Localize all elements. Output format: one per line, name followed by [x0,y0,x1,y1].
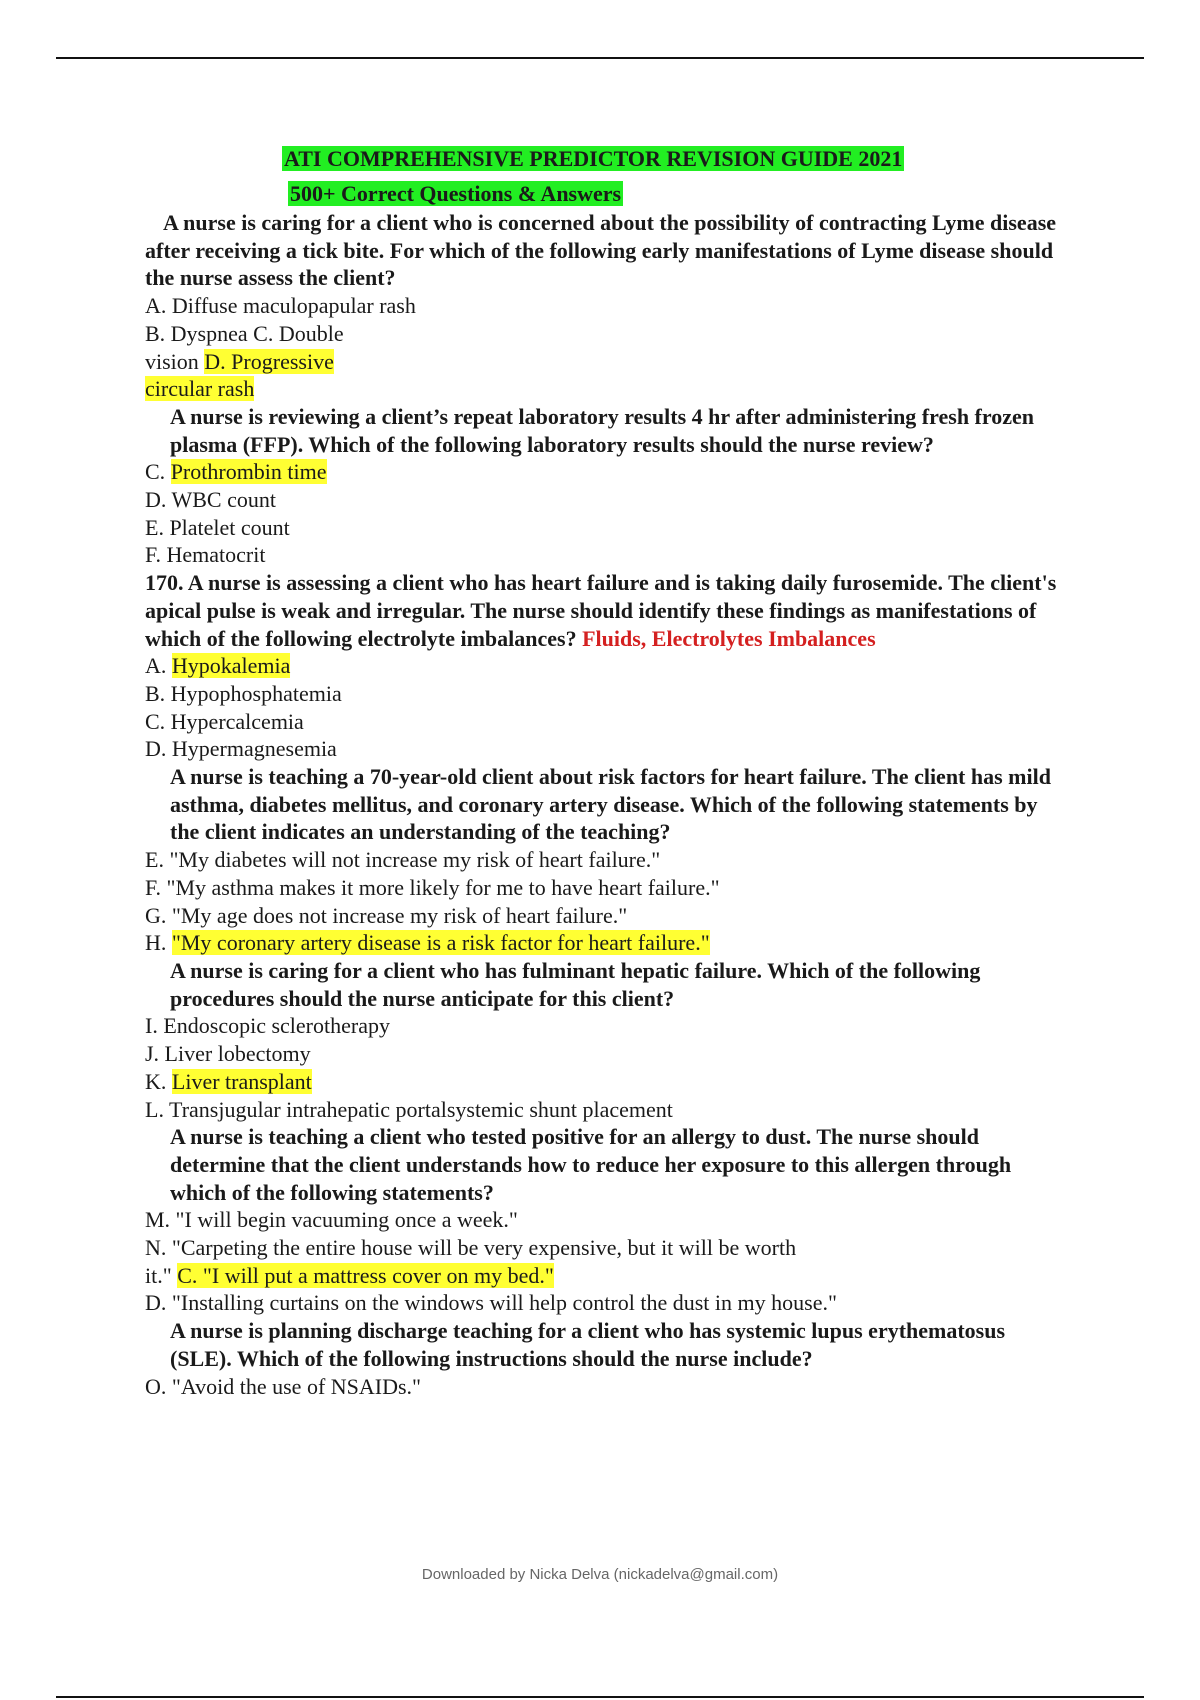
option-n: N. "Carpeting the entire house will be very expensive, but it will be worth [145,1235,797,1261]
option-e: E. Platelet count [145,514,290,540]
question-hepatic-stem: A nurse is caring for a client who has fulminant hepatic failure. Which of the following procedures should the nurse anticipate for this client? [170,957,981,1011]
option-n-tail: it." C. "I will put a mattress cover on my bed." [145,1262,554,1288]
option-k: K. Liver transplant [145,1068,312,1094]
option-c-tail: vision D. Progressive [145,348,334,374]
question-ffp-stem: A nurse is reviewing a client’s repeat laboratory results 4 hr after administering fresh frozen plasma (FFP). Which of the following laboratory results should the nurse review? [170,403,1035,457]
topic-label: Fluids, Electrolytes Imbalances [582,625,876,651]
option-m: M. "I will begin vacuuming once a week." [145,1207,518,1233]
option-h: H. "My coronary artery disease is a risk factor for heart failure." [145,930,710,956]
option-b: B. Dyspnea C. Double [145,320,344,346]
option-l: L. Transjugular intrahepatic portalsystemic shunt placement [145,1096,673,1122]
option-d: D. Hypermagnesemia [145,736,337,762]
option-f: F. "My asthma makes it more likely for me to have heart failure." [145,874,720,900]
question-170-stem: 170. A nurse is assessing a client who has heart failure and is taking daily furosemide. The client's apical pulse is weak and irregular. The nurse should identify these findings as manifestations of which of the following electrolyte imbalances? Fluids, Electrolytes Imbalances [145,570,1057,651]
option-j: J. Liver lobectomy [145,1041,311,1067]
option-o: O. "Avoid the use of NSAIDs." [145,1373,422,1399]
correct-answer-highlight: Liver transplant [171,1068,312,1094]
correct-answer-highlight: Hypokalemia [171,653,291,679]
option-d: D. "Installing curtains on the windows will help control the dust in my house." [145,1290,837,1316]
option-e: E. "My diabetes will not increase my risk of heart failure." [145,847,661,873]
document-subtitle: 500+ Correct Questions & Answers [290,181,622,206]
option-c: C. Hypercalcemia [145,708,304,734]
option-d: D. WBC count [145,487,276,513]
bottom-rule [56,1696,1144,1698]
option-g: G. "My age does not increase my risk of heart failure." [145,902,628,928]
correct-answer-highlight: D. Progressive [204,348,334,374]
question-lyme-stem: A nurse is caring for a client who is concerned about the possibility of contracting Lyme disease after receiving a tick bite. For which of the following early manifestations of Lyme disease should the nurse assess the client? [145,210,1057,291]
document-title: ATI COMPREHENSIVE PREDICTOR REVISION GUIDE 2021 [284,146,903,171]
correct-answer-highlight: circular rash [145,376,255,402]
option-b: B. Hypophosphatemia [145,680,342,706]
question-list [145,209,1065,1400]
correct-answer-highlight: Prothrombin time [170,459,327,485]
option-i: I. Endoscopic sclerotherapy [145,1013,390,1039]
top-rule [56,57,1144,59]
question-sle-stem: A nurse is planning discharge teaching for a client who has systemic lupus erythematosus (SLE). Which of the following instructions should the nurse include? [170,1318,1006,1371]
option-d [145,375,1065,403]
option-a: A. Hypokalemia [145,653,291,679]
correct-answer-highlight: C. "I will put a mattress cover on my bed." [177,1262,554,1288]
option-a: A. Diffuse maculopapular rash [145,293,416,319]
question-heart-failure-stem: A nurse is teaching a 70-year-old client about risk factors for heart failure. The client has mild asthma, diabetes mellitus, and coronary artery disease. Which of the following statements by the client indicates an understanding of the teaching? [170,764,1051,845]
option-c: C. Prothrombin time [145,459,327,485]
option-f: F. Hematocrit [145,542,266,568]
download-footer: Downloaded by Nicka Delva (nickadelva@gmail.com) [421,1566,779,1583]
correct-answer-highlight: "My coronary artery disease is a risk factor for heart failure." [171,930,710,956]
question-dust-allergy-stem: A nurse is teaching a client who tested positive for an allergy to dust. The nurse should determine that the client understands how to reduce her exposure to this allergen through which of the following statements? [170,1124,1012,1205]
